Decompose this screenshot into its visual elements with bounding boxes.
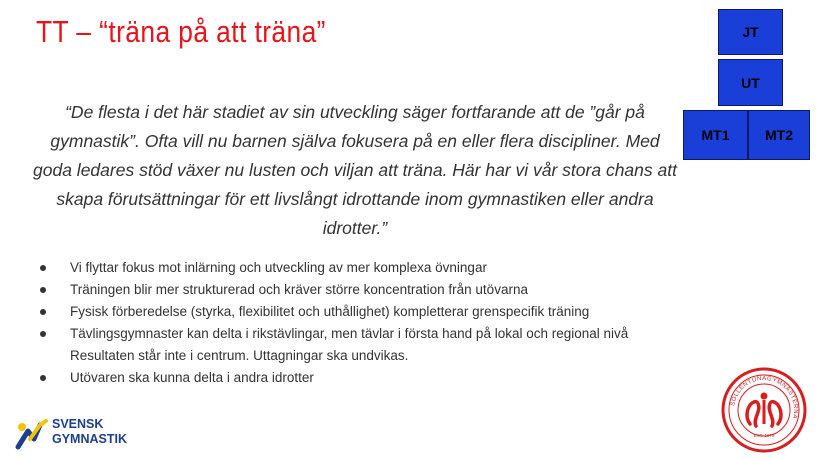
svensk-gymnastik-logo <box>14 417 127 451</box>
bullet-item <box>40 323 710 367</box>
club-seal-logo <box>720 366 808 454</box>
bullet-text: Träningen blir mer strukturerad och kräver större koncentration från utövarna <box>70 282 528 297</box>
bullet-dot <box>40 309 46 315</box>
bullet-text: Utövaren ska kunna delta i andra idrotter <box>70 370 314 385</box>
bullet-dot <box>40 375 46 381</box>
logo-line-1: SVENSK <box>52 417 104 431</box>
bullet-item <box>40 257 710 279</box>
bullet-dot <box>40 331 46 337</box>
bullet-item <box>40 279 710 301</box>
bullet-text: Fysisk förberedelse (styrka, flexibilitet och uthållighet) kompletterar grenspecifik träning <box>70 304 590 319</box>
bullet-text: Tävlingsgymnaster kan delta i rikstävlingar, men tävlar i första hand på lokal och regional nivå <box>70 326 629 341</box>
seal-est-text: EST. 1979 <box>753 433 775 438</box>
stage-box-jt: JT <box>718 9 783 55</box>
bullet-continuation: Resultaten står inte i centrum. Uttagningar ska undvikas. <box>70 348 409 363</box>
bullet-text: Vi flyttar fokus mot inlärning och utveckling av mer komplexa övningar <box>70 260 487 275</box>
slide-title: TT – “träna på att träna” <box>36 14 326 49</box>
logo-line-2: GYMNASTIK <box>52 432 127 446</box>
stage-box-ut: UT <box>718 59 783 106</box>
bullet-list <box>40 257 710 389</box>
stage-box-mt2: MT2 <box>748 110 810 160</box>
bullet-dot <box>40 265 46 271</box>
bullet-item <box>40 367 710 389</box>
bullet-dot <box>40 287 46 293</box>
stage-box-mt1: MT1 <box>683 110 748 160</box>
quote-text: “De flesta i det här stadiet av sin utveckling säger fortfarande att de ”går på gymnastik”. Ofta vill nu barnen själva fokusera på en eller flera discipliner. Med goda ledares stöd växer nu lusten och viljan att träna. Här har vi vår stora chans att skapa förutsättningar för ett livslångt idrottande inom gymnastiken eller andra idrotter.” <box>33 102 677 238</box>
gymnast-icon <box>14 417 50 451</box>
seal-ring-text: SOLLENTUNAGYMNASTERNA <box>730 375 799 420</box>
bullet-item <box>40 301 710 323</box>
